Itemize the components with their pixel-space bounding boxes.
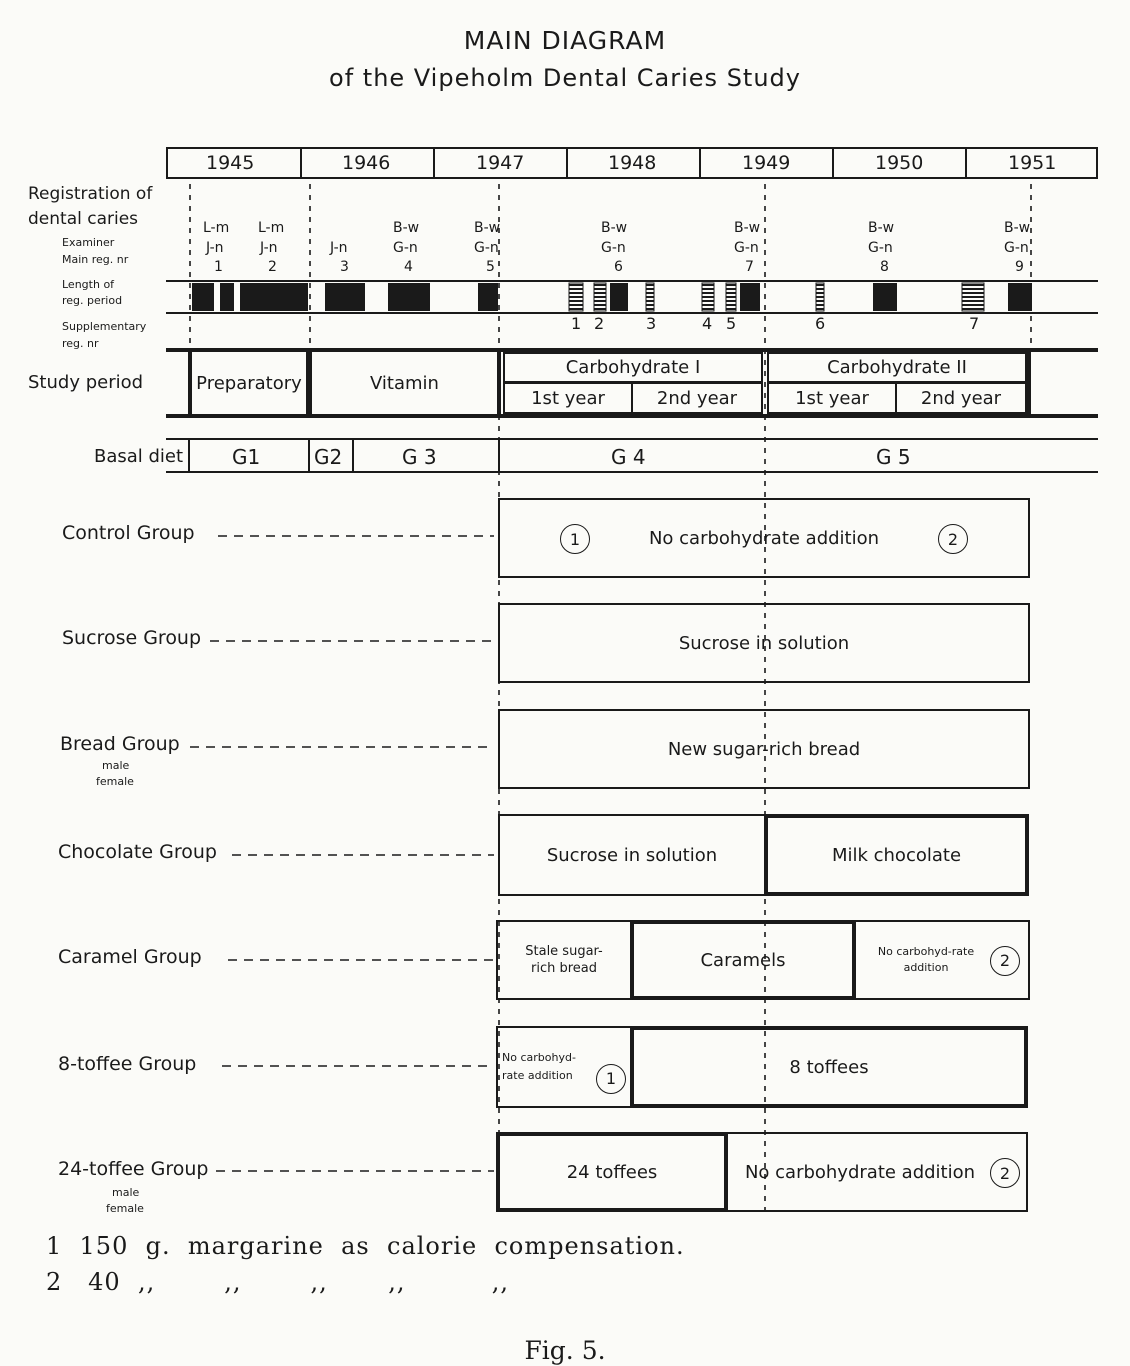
year-1945: 1945 — [206, 152, 255, 174]
toffee24-group-label: 24-toffee Group — [58, 1158, 209, 1180]
reg-8-examiner2: G-n — [868, 240, 893, 256]
toffee24-toffees-phase: 24 toffees — [496, 1132, 728, 1212]
supp-5: 5 — [726, 314, 737, 333]
supp-4: 4 — [702, 314, 713, 333]
reg-5-examiner: B-w — [474, 220, 501, 236]
year-1951: 1951 — [1008, 152, 1057, 174]
caramel-caramels-phase: Caramels — [630, 920, 856, 1000]
toffee24-no-carb-phase: No carbohydrate addition 2 — [726, 1132, 1028, 1212]
chocolate-milk-phase: Milk chocolate — [764, 814, 1029, 896]
circle-2: 2 — [990, 1158, 1020, 1188]
length-label-1: Length of — [62, 278, 115, 291]
circle-1: 1 — [560, 524, 590, 554]
carb2-first-year: 1st year — [767, 382, 897, 414]
supp-1: 1 — [571, 314, 582, 333]
reg-4-examiner2: G-n — [393, 240, 418, 256]
toffee8-group-label: 8-toffee Group — [58, 1053, 197, 1075]
control-treatment: 1 No carbohydrate addition 2 — [498, 498, 1030, 578]
reg-1-examiner: L-m — [203, 220, 230, 236]
reg-5-nr: 5 — [486, 259, 495, 275]
footnote-1: 1 150 g. margarine as calorie compensation. — [46, 1232, 685, 1260]
toffee24-group-male: male — [112, 1186, 140, 1199]
reg-6-examiner: B-w — [601, 220, 628, 236]
caramel-stale-bread-phase: Stale sugar-rich bread — [496, 920, 632, 1000]
basal-g3: G 3 — [402, 445, 437, 469]
reg-7-nr: 7 — [745, 259, 754, 275]
control-group-label: Control Group — [62, 522, 195, 544]
basal-diet-label: Basal diet — [94, 446, 184, 467]
reg-9-examiner: B-w — [1004, 220, 1031, 236]
supplementary-label-2: reg. nr — [62, 337, 99, 350]
footnote-2: 2 40 ,, ,, ,, ,, ,, — [46, 1268, 509, 1296]
main-reg-label: Main reg. nr — [62, 253, 129, 266]
bread-group-label: Bread Group — [60, 733, 180, 755]
year-1949: 1949 — [742, 152, 791, 174]
year-1946: 1946 — [342, 152, 391, 174]
circle-2: 2 — [938, 524, 968, 554]
circle-2: 2 — [990, 946, 1020, 976]
reg-8-examiner: B-w — [868, 220, 895, 236]
reg-5-examiner2: G-n — [474, 240, 499, 256]
reg-4-examiner: B-w — [393, 220, 420, 236]
basal-g2: G2 — [314, 445, 343, 469]
reg-6-nr: 6 — [614, 259, 623, 275]
bread-group-female: female — [96, 775, 134, 788]
examiner-label: Examiner — [62, 236, 115, 249]
reg-2-examiner2: J-n — [260, 240, 278, 256]
reg-2-nr: 2 — [268, 259, 277, 275]
sucrose-treatment: Sucrose in solution — [498, 603, 1030, 683]
reg-6-examiner2: G-n — [601, 240, 626, 256]
registration-label-2: dental caries — [28, 209, 139, 229]
reg-3-examiner2: J-n — [330, 240, 348, 256]
figure-caption: Fig. 5. — [524, 1336, 606, 1365]
reg-9-examiner2: G-n — [1004, 240, 1029, 256]
chocolate-sucrose-phase: Sucrose in solution — [498, 814, 766, 896]
caramel-group-label: Caramel Group — [58, 946, 202, 968]
carbohydrate-1-period: Carbohydrate I — [503, 352, 763, 383]
reg-7-examiner2: G-n — [734, 240, 759, 256]
supp-3: 3 — [646, 314, 657, 333]
reg-9-nr: 9 — [1015, 259, 1024, 275]
basal-g1: G1 — [232, 445, 261, 469]
length-label-2: reg. period — [62, 294, 123, 307]
chocolate-group-label: Chocolate Group — [58, 841, 217, 863]
reg-7-examiner: B-w — [734, 220, 761, 236]
study-period-label: Study period — [28, 372, 144, 393]
year-1947: 1947 — [476, 152, 525, 174]
supp-2: 2 — [594, 314, 605, 333]
toffee8-no-carb-phase: No carbohyd-rate addition 1 — [496, 1026, 632, 1108]
year-1948: 1948 — [608, 152, 657, 174]
reg-8-nr: 8 — [880, 259, 889, 275]
bread-treatment: New sugar-rich bread — [498, 709, 1030, 789]
basal-g5: G 5 — [876, 445, 911, 469]
registration-label-1: Registration of — [28, 184, 153, 204]
reg-1-examiner2: J-n — [206, 240, 224, 256]
toffee8-toffees-phase: 8 toffees — [630, 1026, 1028, 1108]
preparatory-period: Preparatory — [188, 348, 310, 418]
reg-4-nr: 4 — [404, 259, 413, 275]
supplementary-label-1: Supplementary — [62, 320, 147, 333]
diagram-title: MAIN DIAGRAM — [463, 26, 667, 55]
diagram-subtitle: of the Vipeholm Dental Caries Study — [329, 64, 801, 92]
basal-g4: G 4 — [611, 445, 646, 469]
reg-2-examiner: L-m — [258, 220, 285, 236]
supp-6: 6 — [815, 314, 826, 333]
year-1950: 1950 — [875, 152, 924, 174]
vitamin-period: Vitamin — [308, 348, 501, 418]
circle-1: 1 — [596, 1064, 626, 1094]
supp-7: 7 — [969, 314, 980, 333]
sucrose-group-label: Sucrose Group — [62, 627, 202, 649]
carb2-second-year: 2nd year — [895, 382, 1027, 414]
carb1-first-year: 1st year — [503, 382, 633, 414]
reg-1-nr: 1 — [214, 259, 223, 275]
reg-3-nr: 3 — [340, 259, 349, 275]
toffee24-group-female: female — [106, 1202, 144, 1215]
bread-group-male: male — [102, 759, 130, 772]
carbohydrate-2-period: Carbohydrate II — [767, 352, 1027, 383]
caramel-no-carb-phase: No carbohyd-rate addition 2 — [854, 920, 1030, 1000]
carb1-second-year: 2nd year — [631, 382, 763, 414]
